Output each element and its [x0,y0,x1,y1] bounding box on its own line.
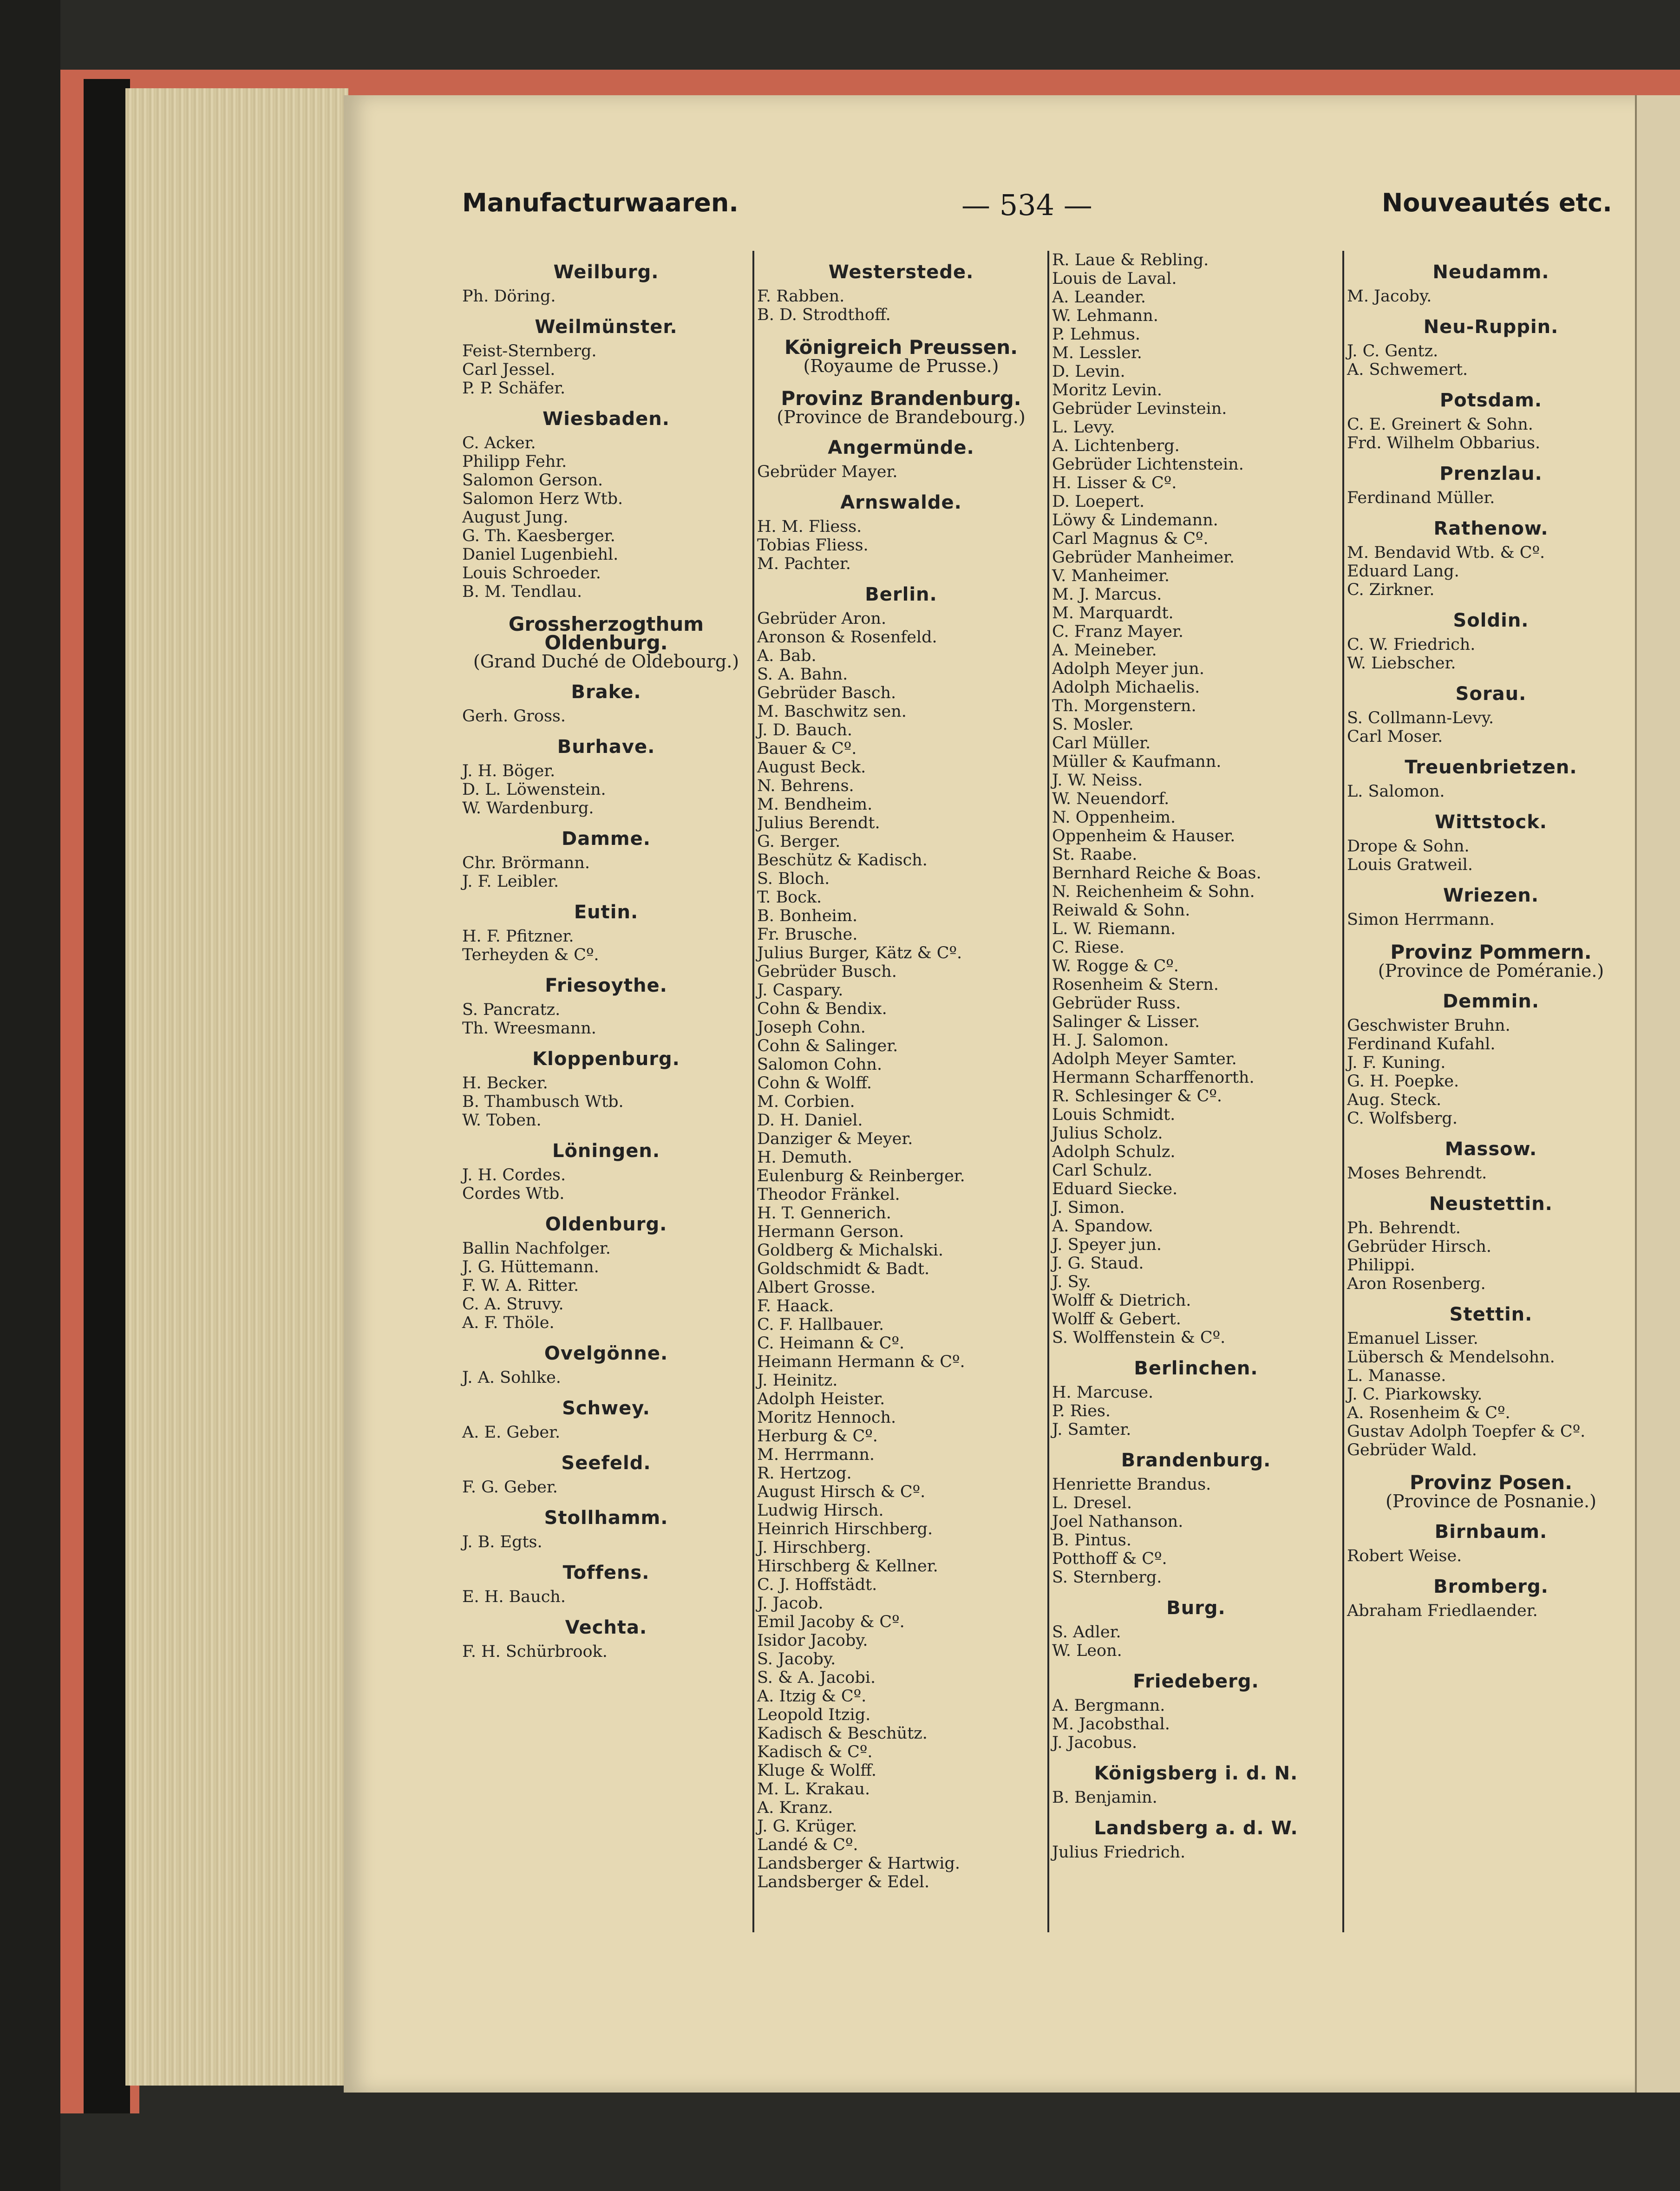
page-edges [125,88,348,2086]
firm-entry: S. Jacoby. [757,1650,836,1668]
firm-entry: Joseph Cohn. [757,1018,866,1037]
firm-entry: H. Marcuse. [1052,1383,1154,1402]
town-heading: Massow. [1445,1138,1537,1160]
firm-entry: Cordes Wtb. [462,1184,565,1203]
firm-entry: B. Bonheim. [757,907,858,925]
town-heading: Brandenburg. [1121,1450,1271,1471]
firm-entry: S. Adler. [1052,1623,1121,1642]
firm-entry: V. Manheimer. [1052,567,1170,585]
firm-entry: M. Lessler. [1052,344,1142,362]
firm-entry: J. W. Neiss. [1052,771,1143,790]
region-heading: Provinz Pommern. [1390,941,1592,963]
firm-entry: E. H. Bauch. [462,1588,566,1606]
town-heading: Seefeld. [561,1452,651,1474]
firm-entry: Louis Gratweil. [1347,856,1473,874]
book-cover-top [121,70,1680,98]
firm-entry: C. Franz Mayer. [1052,622,1183,641]
firm-entry: A. F. Thöle. [462,1314,555,1332]
firm-entry: J. H. Cordes. [462,1166,566,1184]
firm-entry: Julius Friedrich. [1052,1843,1186,1862]
firm-entry: Daniel Lugenbiehl. [462,545,619,564]
column-divider [1047,251,1049,1932]
firm-entry: H. Becker. [462,1074,548,1092]
firm-entry: Salinger & Lisser. [1052,1013,1200,1031]
firm-entry: H. Demuth. [757,1148,853,1167]
region-heading: Provinz Posen. [1409,1471,1573,1494]
firm-entry: P. P. Schäfer. [462,379,566,398]
firm-entry: Abraham Friedlaender. [1347,1602,1538,1620]
firm-entry: M. Herrmann. [757,1445,875,1464]
firm-entry: Goldberg & Michalski. [757,1241,944,1260]
town-heading: Friesoythe. [545,975,667,996]
firm-entry: Philipp Fehr. [462,452,567,471]
town-heading: Potsdam. [1439,390,1543,411]
firm-entry: Carl Schulz. [1052,1161,1153,1180]
firm-entry: F. G. Geber. [462,1478,558,1497]
firm-entry: M. Bendheim. [757,795,873,814]
firm-entry: J. Caspary. [757,981,843,1000]
firm-entry: J. G. Hüttemann. [462,1258,599,1276]
firm-entry: Rosenheim & Stern. [1052,975,1219,994]
firm-entry: C. E. Greinert & Sohn. [1347,415,1533,434]
firm-entry: F. Rabben. [757,287,845,306]
firm-entry: Feist-Sternberg. [462,342,597,360]
town-heading: Stettin. [1449,1304,1533,1325]
firm-entry: L. W. Riemann. [1052,920,1176,938]
firm-entry: S. Pancratz. [462,1001,561,1019]
firm-entry: S. Bloch. [757,870,830,888]
book-binding-band [84,79,130,2113]
town-heading: Berlin. [865,584,937,605]
firm-entry: J. Speyer jun. [1052,1236,1162,1254]
firm-entry: Ballin Nachfolger. [462,1239,611,1258]
firm-entry: S. A. Bahn. [757,665,848,684]
town-heading: Burhave. [557,736,655,758]
region-heading: Provinz Brandenburg. [781,387,1021,410]
firm-entry: Julius Burger, Kätz & Cº. [757,944,962,962]
firm-entry: Ferdinand Kufahl. [1347,1035,1496,1053]
region-subtitle: (Province de Posnanie.) [1386,1491,1596,1511]
firm-entry: Lübersch & Mendelsohn. [1347,1348,1555,1367]
firm-entry: Kadisch & Cº. [757,1743,873,1761]
firm-entry: S. Collmann-Levy. [1347,709,1494,727]
region-subtitle: (Province de Poméranie.) [1378,961,1604,981]
firm-entry: Hirschberg & Kellner. [757,1557,938,1576]
firm-entry: A. Kranz. [757,1799,833,1817]
firm-entry: L. Manasse. [1347,1367,1446,1385]
firm-entry: Cohn & Salinger. [757,1037,898,1055]
firm-entry: A. Lichtenberg. [1052,437,1180,455]
firm-entry: Drope & Sohn. [1347,837,1470,856]
firm-entry: Landsberger & Edel. [757,1873,930,1891]
firm-entry: Cohn & Wolff. [757,1074,872,1092]
town-heading: Friedeberg. [1133,1671,1259,1692]
town-heading: Königsberg i. d. N. [1094,1763,1298,1784]
town-heading: Angermünde. [828,437,974,458]
town-heading: Eutin. [574,902,639,923]
firm-entry: Bernhard Reiche & Boas. [1052,864,1262,883]
firm-entry: M. Corbien. [757,1092,855,1111]
firm-entry: M. Jacoby. [1347,287,1432,306]
firm-entry: Salomon Cohn. [757,1055,882,1074]
firm-entry: Julius Berendt. [757,814,880,832]
firm-entry: Robert Weise. [1347,1547,1462,1565]
town-heading: Treuenbrietzen. [1405,757,1577,778]
town-heading: Stollhamm. [544,1507,668,1529]
firm-entry: Salomon Gerson. [462,471,603,490]
firm-entry: T. Bock. [757,888,822,907]
town-heading: Damme. [562,828,651,850]
firm-entry: Carl Magnus & Cº. [1052,530,1209,548]
firm-entry: W. Liebscher. [1347,654,1456,673]
firm-entry: Heimann Hermann & Cº. [757,1353,965,1371]
firm-entry: F. Haack. [757,1297,834,1315]
firm-entry: H. J. Salomon. [1052,1031,1169,1050]
firm-entry: Gebrüder Manheimer. [1052,548,1235,567]
town-heading: Soldin. [1453,610,1529,631]
firm-entry: J. F. Leibler. [462,872,559,891]
firm-entry: Wolff & Gebert. [1052,1310,1181,1328]
firm-entry: Moritz Levin. [1052,381,1163,399]
firm-entry: W. Toben. [462,1111,542,1130]
firm-entry: Müller & Kaufmann. [1052,752,1222,771]
firm-entry: J. G. Krüger. [757,1817,857,1836]
town-heading: Oldenburg. [545,1214,667,1235]
column-4 [1347,251,1635,1620]
firm-entry: A. Itzig & Cº. [757,1687,867,1706]
region-subtitle: (Royaume de Prusse.) [803,356,999,376]
firm-entry: Ludwig Hirsch. [757,1501,884,1520]
town-heading: Brake. [571,681,641,703]
firm-entry: C. W. Friedrich. [1347,635,1476,654]
firm-entry: Löwy & Lindemann. [1052,511,1218,530]
town-heading: Wiesbaden. [543,408,670,430]
column-3 [1052,251,1340,1862]
firm-entry: Geschwister Bruhn. [1347,1016,1510,1035]
firm-entry: Chr. Brörmann. [462,854,590,872]
firm-entry: Eduard Siecke. [1052,1180,1178,1198]
firm-entry: Reiwald & Sohn. [1052,901,1190,920]
firm-entry: Danziger & Meyer. [757,1130,913,1148]
firm-entry: F. W. A. Ritter. [462,1276,579,1295]
firm-entry: R. Laue & Rebling. [1052,251,1209,269]
firm-entry: H. M. Fliess. [757,517,862,536]
firm-entry: C. A. Struvy. [462,1295,564,1314]
town-heading: Löningen. [552,1140,660,1162]
firm-entry: W. Rogge & Cº. [1052,957,1179,975]
firm-entry: Adolph Meyer jun. [1052,660,1204,678]
firm-entry: Gebrüder Aron. [757,609,887,628]
firm-entry: H. Lisser & Cº. [1052,474,1177,492]
firm-entry: A. Bab. [757,647,817,665]
firm-entry: August Hirsch & Cº. [757,1483,926,1501]
town-heading: Kloppenburg. [532,1048,680,1070]
firm-entry: Fr. Brusche. [757,925,858,944]
town-heading: Wriezen. [1443,885,1539,906]
firm-entry: Ph. Döring. [462,287,556,306]
firm-entry: J. Hirschberg. [757,1538,871,1557]
firm-entry: Isidor Jacoby. [757,1631,868,1650]
firm-entry: J. A. Sohlke. [462,1368,561,1387]
region-subtitle: (Grand Duché de Oldebourg.) [473,651,739,672]
firm-entry: Aron Rosenberg. [1347,1275,1486,1293]
firm-entry: P. Ries. [1052,1402,1111,1420]
firm-entry: J. C. Gentz. [1347,342,1438,360]
firm-entry: August Jung. [462,508,569,527]
firm-entry: D. Loepert. [1052,492,1145,511]
firm-entry: R. Schlesinger & Cº. [1052,1087,1222,1105]
firm-entry: Frd. Wilhelm Obbarius. [1347,434,1541,452]
firm-entry: Julius Scholz. [1052,1124,1163,1143]
town-heading: Landsberg a. d. W. [1094,1818,1298,1839]
firm-entry: W. Neuendorf. [1052,790,1170,808]
firm-entry: J. Samter. [1052,1420,1131,1439]
firm-entry: J. Simon. [1052,1198,1125,1217]
firm-entry: Theodor Fränkel. [757,1185,900,1204]
firm-entry: J. Sy. [1052,1273,1091,1291]
firm-entry: Emanuel Lisser. [1347,1329,1478,1348]
firm-entry: Henriette Brandus. [1052,1475,1211,1494]
firm-entry: J. G. Staud. [1052,1254,1144,1273]
firm-entry: S. Wolffenstein & Cº. [1052,1328,1226,1347]
firm-entry: Joel Nathanson. [1052,1512,1183,1531]
firm-entry: L. Levy. [1052,418,1115,437]
firm-entry: Hermann Gerson. [757,1223,904,1241]
town-heading: Weilmünster. [535,316,678,338]
firm-entry: M. Jacobsthal. [1052,1715,1170,1733]
town-heading: Ovelgönne. [544,1343,668,1364]
town-heading: Prenzlau. [1439,463,1543,484]
firm-entry: Hermann Scharffenorth. [1052,1068,1255,1087]
firm-entry: C. Zirkner. [1347,581,1435,599]
firm-entry: W. Wardenburg. [462,799,594,818]
firm-entry: N. Behrens. [757,777,854,795]
firm-entry: Gustav Adolph Toepfer & Cº. [1347,1422,1586,1441]
town-heading: Toffens. [562,1562,650,1583]
firm-entry: W. Lehmann. [1052,307,1158,325]
firm-entry: Ferdinand Müller. [1347,489,1495,507]
firm-entry: J. Jacobus. [1052,1733,1137,1752]
firm-entry: N. Reichenheim & Sohn. [1052,883,1255,901]
firm-entry: Louis Schroeder. [462,564,601,582]
firm-entry: Louis Schmidt. [1052,1105,1176,1124]
firm-entry: M. Marquardt. [1052,604,1174,622]
firm-entry: St. Raabe. [1052,845,1137,864]
firm-entry: Ph. Behrendt. [1347,1219,1461,1237]
town-heading: Wittstock. [1435,811,1547,833]
next-page-edge [1635,95,1680,2093]
town-heading: Sorau. [1455,683,1527,705]
firm-entry: J. D. Bauch. [757,721,853,739]
town-heading: Arnswalde. [840,492,962,513]
town-heading: Westerstede. [828,262,974,283]
firm-entry: Eduard Lang. [1347,562,1459,581]
firm-entry: A. Leander. [1052,288,1146,307]
firm-entry: A. Spandow. [1052,1217,1153,1236]
firm-entry: Th. Morgenstern. [1052,697,1196,715]
firm-entry: A. E. Geber. [462,1423,561,1442]
column-1 [462,251,750,1661]
firm-entry: M. Pachter. [757,555,851,573]
town-heading: Vechta. [565,1617,647,1638]
firm-entry: G. H. Poepke. [1347,1072,1459,1091]
column-2 [757,251,1045,1891]
firm-entry: G. Th. Kaesberger. [462,527,615,545]
firm-entry: Adolph Michaelis. [1052,678,1200,697]
firm-entry: Adolph Meyer Samter. [1052,1050,1237,1068]
firm-entry: A. Bergmann. [1052,1696,1165,1715]
firm-entry: Gebrüder Mayer. [757,463,898,481]
firm-entry: J. B. Egts. [462,1533,543,1551]
firm-entry: D. Levin. [1052,362,1125,381]
firm-entry: Aronson & Rosenfeld. [757,628,937,647]
firm-entry: Philippi. [1347,1256,1415,1275]
firm-entry: S. & A. Jacobi. [757,1668,876,1687]
firm-entry: J. F. Kuning. [1347,1053,1446,1072]
firm-entry: Adolph Schulz. [1052,1143,1176,1161]
column-divider [1342,251,1344,1932]
firm-entry: J. Jacob. [757,1594,824,1613]
firm-entry: Carl Jessel. [462,360,556,379]
firm-entry: Beschütz & Kadisch. [757,851,928,870]
firm-entry: D. L. Löwenstein. [462,780,606,799]
town-heading: Rathenow. [1433,518,1549,539]
firm-entry: Gebrüder Levinstein. [1052,399,1227,418]
firm-entry: Wolff & Dietrich. [1052,1291,1191,1310]
firm-entry: S. Mosler. [1052,715,1134,734]
region-heading: Königreich Preussen. [784,336,1018,359]
firm-entry: B. M. Tendlau. [462,582,582,601]
firm-entry: H. F. Pfitzner. [462,927,574,946]
firm-entry: Goldschmidt & Badt. [757,1260,930,1278]
town-heading: Neustettin. [1429,1193,1553,1215]
firm-entry: Simon Herrmann. [1347,910,1495,929]
firm-entry: S. Sternberg. [1052,1568,1162,1587]
town-heading: Bromberg. [1433,1576,1549,1597]
firm-entry: L. Salomon. [1347,782,1445,801]
town-heading: Neudamm. [1432,262,1549,283]
firm-entry: J. H. Böger. [462,762,556,780]
firm-entry: F. H. Schürbrook. [462,1642,608,1661]
town-heading: Birnbaum. [1434,1521,1548,1543]
firm-entry: Leopold Itzig. [757,1706,871,1724]
firm-entry: P. Lehmus. [1052,325,1141,344]
region-heading: Grossherzogthum Oldenburg. [508,613,704,654]
firm-entry: Gerh. Gross. [462,707,566,726]
firm-entry: Eulenburg & Reinberger. [757,1167,965,1185]
firm-entry: Potthoff & Cº. [1052,1550,1167,1568]
firm-entry: Carl Müller. [1052,734,1151,752]
firm-entry: Th. Wreesmann. [462,1019,596,1038]
firm-entry: L. Dresel. [1052,1494,1132,1512]
firm-entry: B. Thambusch Wtb. [462,1092,624,1111]
firm-entry: C. F. Hallbauer. [757,1315,884,1334]
firm-entry: Landé & Cº. [757,1836,858,1854]
region-subtitle: (Province de Brandebourg.) [777,407,1026,427]
town-heading: Weilburg. [553,262,659,283]
firm-entry: Emil Jacoby & Cº. [757,1613,905,1631]
firm-entry: Tobias Fliess. [757,536,869,555]
firm-entry: Bauer & Cº. [757,739,857,758]
firm-entry: C. Wolfsberg. [1347,1109,1458,1128]
firm-entry: D. H. Daniel. [757,1111,863,1130]
town-heading: Burg. [1166,1597,1226,1619]
firm-entry: Moritz Hennoch. [757,1408,896,1427]
firm-entry: Terheyden & Cº. [462,946,599,964]
header-left: Manufacturwaaren. [462,188,739,217]
firm-entry: Gebrüder Hirsch. [1347,1237,1492,1256]
firm-entry: G. Berger. [757,832,841,851]
firm-entry: C. Acker. [462,434,536,452]
firm-entry: W. Leon. [1052,1642,1122,1660]
firm-entry: Salomon Herz Wtb. [462,490,623,508]
town-heading: Neu-Ruppin. [1423,316,1559,338]
firm-entry: Adolph Heister. [757,1390,885,1408]
firm-entry: B. D. Strodthoff. [757,306,891,324]
firm-entry: Gebrüder Busch. [757,962,897,981]
firm-entry: B. Pintus. [1052,1531,1131,1550]
firm-entry: M. Baschwitz sen. [757,702,907,721]
firm-entry: Carl Moser. [1347,727,1443,746]
firm-entry: B. Benjamin. [1052,1788,1157,1807]
firm-entry: M. J. Marcus. [1052,585,1162,604]
firm-entry: Herburg & Cº. [757,1427,878,1445]
background-left [0,0,60,2191]
firm-entry: Aug. Steck. [1347,1091,1442,1109]
firm-entry: M. Bendavid Wtb. & Cº. [1347,543,1545,562]
firm-entry: M. L. Krakau. [757,1780,870,1799]
firm-entry: C. Heimann & Cº. [757,1334,905,1353]
firm-entry: Gebrüder Lichtenstein. [1052,455,1244,474]
header-right: Nouveautés etc. [1382,188,1612,217]
firm-entry: H. T. Gennerich. [757,1204,891,1223]
page-number: — 534 — [961,188,1092,222]
town-heading: Berlinchen. [1134,1358,1258,1379]
firm-entry: N. Oppenheim. [1052,808,1176,827]
firm-entry: A. Meineber. [1052,641,1157,660]
firm-entry: J. C. Piarkowsky. [1347,1385,1483,1404]
firm-entry: Cohn & Bendix. [757,1000,887,1018]
firm-entry: A. Schwemert. [1347,360,1468,379]
firm-entry: Louis de Laval. [1052,269,1177,288]
firm-entry: Landsberger & Hartwig. [757,1854,960,1873]
firm-entry: Gebrüder Wald. [1347,1441,1477,1459]
firm-entry: J. Heinitz. [757,1371,838,1390]
firm-entry: Gebrüder Russ. [1052,994,1181,1013]
firm-entry: Oppenheim & Hauser. [1052,827,1235,845]
firm-entry: Albert Grosse. [757,1278,876,1297]
firm-entry: Gebrüder Basch. [757,684,896,702]
firm-entry: Kadisch & Beschütz. [757,1724,928,1743]
town-heading: Schwey. [562,1398,650,1419]
column-divider [752,251,754,1932]
firm-entry: C. Riese. [1052,938,1124,957]
firm-entry: Heinrich Hirschberg. [757,1520,933,1538]
firm-entry: Kluge & Wolff. [757,1761,877,1780]
firm-entry: R. Hertzog. [757,1464,852,1483]
firm-entry: Moses Behrendt. [1347,1164,1487,1183]
town-heading: Demmin. [1442,991,1540,1012]
firm-entry: A. Rosenheim & Cº. [1347,1404,1510,1422]
firm-entry: August Beck. [757,758,866,777]
firm-entry: C. J. Hoffstädt. [757,1576,877,1594]
